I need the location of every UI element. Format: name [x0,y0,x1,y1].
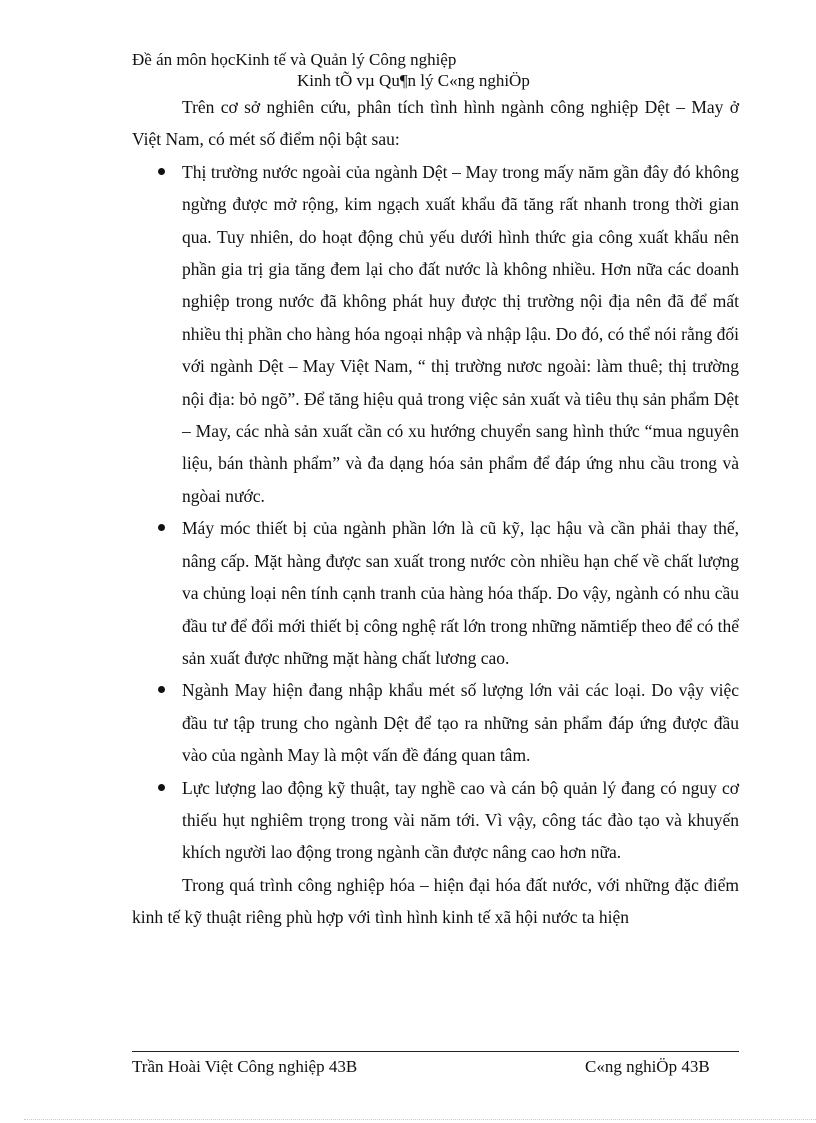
footer-author: Trần Hoài Việt Công nghiệp 43B [132,1057,358,1076]
list-item [132,156,739,512]
page-break-line [24,1119,816,1120]
bullet-icon [158,784,165,791]
intro-paragraph: Trên cơ sở nghiên cứu, phân tích tình hình ngành công nghiệp Dệt – May ở Việt Nam, có mét số điểm nội bật sau: [132,97,739,150]
list-item [132,772,739,869]
bullet-list [132,156,739,869]
footer-class: C«ng nghiÖp 43B [585,1057,710,1076]
list-item-text: Ngành May hiện đang nhập khẩu mét số lượng lớn vải các loại. Do vậy việc đầu tư tập trung cho ngành Dệt để tạo ra những sản phẩm đáp ứng được đầu vào của ngành May là một vấn đề đáng quan tâm. [182,680,739,766]
list-item [132,674,739,771]
page-header-title: Đề án môn họcKinh tế và Quản lý Công nghiệp [132,50,457,69]
page-header-subtitle: Kinh tÕ vµ Qu¶n lý C«ng nghiÖp [297,71,530,90]
closing-paragraph: Trong quá trình công nghiệp hóa – hiện đại hóa đất nước, với những đặc điểm kinh tế kỹ thuật riêng phù hợp với tình hình kinh tế xã hội nước ta hiện [132,874,739,928]
list-item-text: Máy móc thiết bị của ngành phần lớn là cũ kỹ, lạc hậu và cần phải thay thế, nâng cấp. Mặt hàng được san xuất trong nước còn nhiều hạn chế về chất lượng va chủng loại nên tính cạnh tranh của hàng hóa thấp. Do vậy, ngành có nhu cầu đầu tư để đổi mới thiết bị công nghệ rất lớn trong những nămtiếp theo để có thể sản xuất được những mặt hàng chất lương cao. [182,518,740,668]
bullet-icon [158,168,165,175]
list-item-text: Thị trường nước ngoài của ngành Dệt – May trong mấy năm gần đây đó không ngừng được mở rộng, kim ngạch xuất khẩu đã tăng rất nhanh trong thời gian qua. Tuy nhiên, do hoạt động chủ yếu dưới hình thức gia công xuất khẩu nên phần gia trị gia tăng đem lại cho đất nước là không nhiều. Hơn nữa các doanh nghiệp trong nước đã không phát huy được thị trường nội địa nên đã để mất nhiều thị phần cho hàng hóa ngoại nhập và nhập lậu. Do đó, có thể nói rằng đối với ngành Dệt – May Việt Nam, “ thị trường nươc ngoài: làm thuê; thị trường nội địa: bỏ ngõ”. Để tăng hiệu quả trong việc sản xuất và tiêu thụ sản phẩm Dệt – May, các nhà sản xuất cần có xu hướng chuyển sang hình thức “mua nguyên liệu, bán thành phẩm” và đa dạng hóa sản phẩm để đáp ứng nhu cầu trong và ngòai nước. [182,161,739,506]
bullet-icon [158,686,165,693]
footer-divider [132,1051,739,1052]
document-body [132,91,739,934]
list-item-text: Lực lượng lao động kỹ thuật, tay nghề cao và cán bộ quản lý đang có nguy cơ thiếu hụt nghiêm trọng trong vài năm tới. Vì vậy, công tác đào tạo và khuyến khích người lao động trong ngành cần được nâng cao hơn nữa. [182,777,739,863]
list-item [132,512,739,674]
bullet-icon [158,524,165,531]
